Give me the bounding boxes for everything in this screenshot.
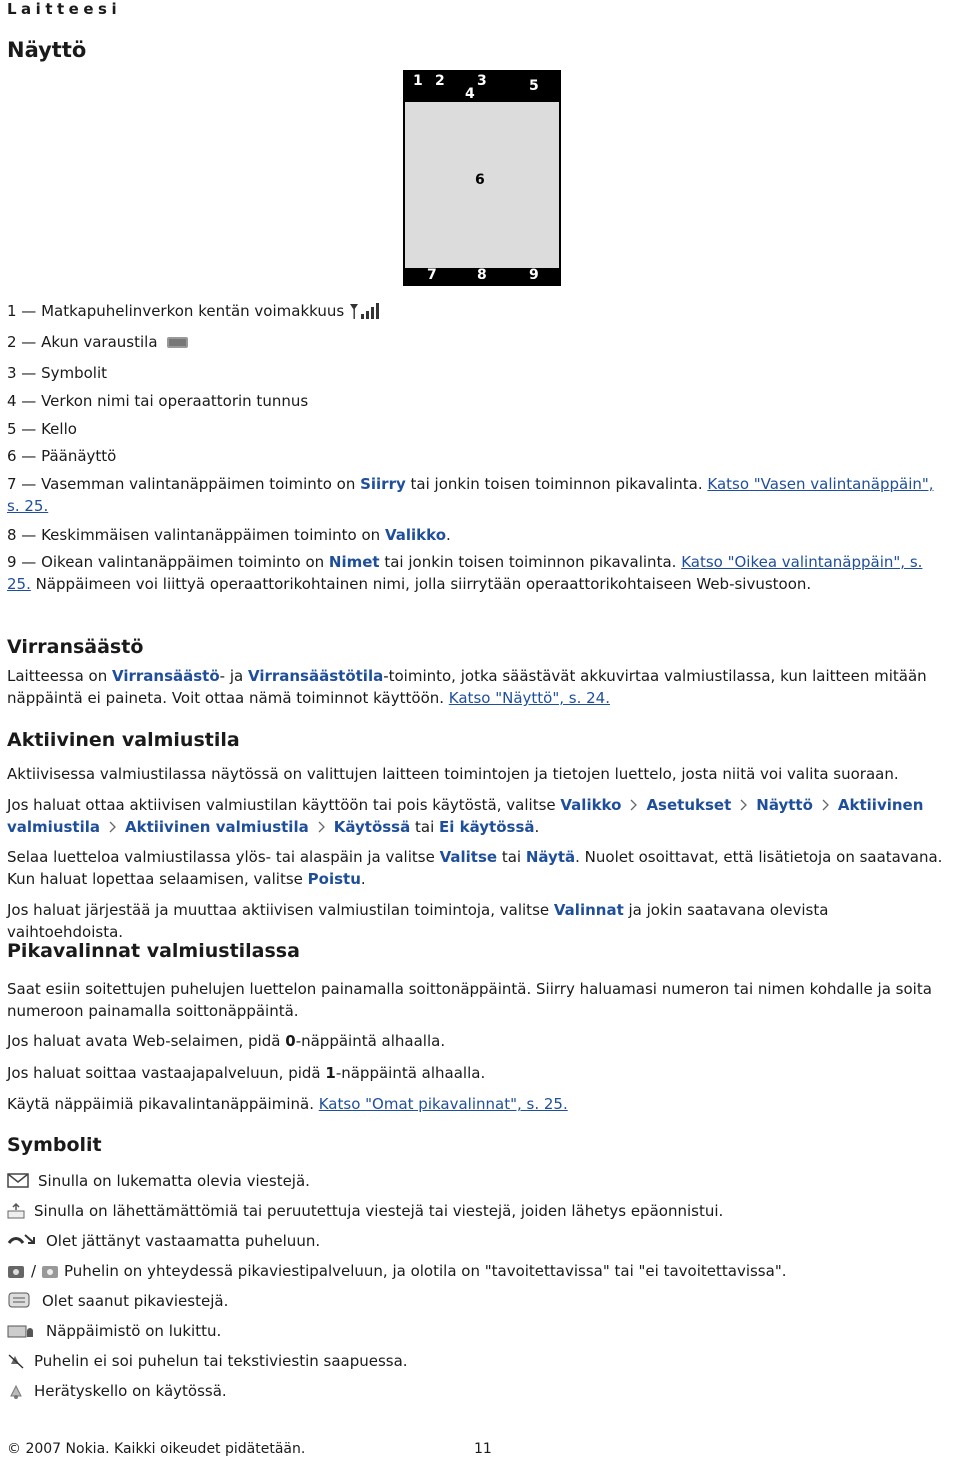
diagram-top-bar: [405, 72, 559, 102]
legend-item-2: 2 — Akun varaustila: [7, 331, 190, 353]
diagram-label-6: 6: [475, 172, 485, 188]
paragraph-aktiivinen-2: Jos haluat ottaa aktiivisen valmiustilan käyttöön tai pois käytöstä, valitse Valikko Asetukset Näyttö Aktiivinen valmiustila Aktiivinen valmiustila Käytössä tai Ei käytössä.: [7, 796, 924, 836]
chevron-right-icon: [821, 796, 830, 814]
legend-item-5: 5 — Kello: [7, 420, 77, 438]
link-vasen-valintanappain[interactable]: Katso "Vasen valintanäppäin", s. 25.: [7, 475, 934, 515]
legend-item-7: 7 — Vasemman valintanäppäimen toiminto on Siirry tai jonkin toisen toiminnon pikavalinta. Katso "Vasen valintanäppäin", s. 25.: [7, 475, 934, 515]
legend-item-3: 3 — Symbolit: [7, 364, 108, 382]
heading-virransaasto: Virransäästö: [7, 636, 144, 658]
paragraph-pikavalinnat-1: Saat esiin soitettujen puhelujen luettelon painamalla soittonäppäintä. Siirry haluamasi numeron tai nimen kohdalle ja soita numeroon painamalla soittonäppäintä.: [7, 980, 932, 1020]
diagram-label-7: 7: [427, 267, 437, 283]
heading-pikavalinnat: Pikavalinnat valmiustilassa: [7, 940, 300, 962]
paragraph-pikavalinnat-2: Jos haluat avata Web-selaimen, pidä 0-näppäintä alhaalla.: [7, 1032, 446, 1050]
ptt-connected-icon: [7, 1262, 29, 1280]
diagram-label-4: 4: [465, 86, 475, 102]
diagram-label-8: 8: [477, 267, 487, 283]
path-step: Aktiivinen valmiustila: [7, 796, 924, 836]
paragraph-pikavalinnat-3: Jos haluat soittaa vastaajapalveluun, pidä 1-näppäintä alhaalla.: [7, 1064, 486, 1082]
running-header: Laitteesi: [7, 0, 122, 18]
section-title: Näyttö: [7, 38, 87, 62]
legend-item-4: 4 — Verkon nimi tai operaattorin tunnus: [7, 392, 309, 410]
legend-item-9: 9 — Oikean valintanäppäimen toiminto on Nimet tai jonkin toisen toiminnon pikavalinta. Katso "Oikea valintanäppäin", s. 25. Näppäimeen voi liittyä operaattorikohtainen nimi, jolla siirrytään operaattorikohtaiseen Web-sivustoon.: [7, 553, 923, 593]
path-step: Käytössä: [333, 818, 411, 836]
paragraph-pikavalinnat-4: Käytä näppäimiä pikavalintanäppäiminä. Katso "Omat pikavalinnat", s. 25.: [7, 1095, 568, 1113]
display-diagram: [403, 70, 561, 286]
page-number: 11: [474, 1441, 492, 1457]
battery-icon: [166, 334, 190, 350]
path-step: Näyttö: [756, 796, 813, 814]
chevron-right-icon: [739, 796, 748, 814]
legend-item-1: 1 — Matkapuhelinverkon kentän voimakkuus: [7, 300, 381, 322]
footer-copyright: © 2007 Nokia. Kaikki oikeudet pidätetään.: [7, 1441, 306, 1457]
signal-strength-icon: [349, 301, 381, 321]
heading-aktiivinen-valmiustila: Aktiivinen valmiustila: [7, 729, 240, 751]
paragraph-aktiivinen-4: Jos haluat järjestää ja muuttaa aktiivisen valmiustilan toimintoja, valitse Valinnat ja jokin saatavana olevista vaihtoehdoista.: [7, 901, 829, 941]
heading-symbolit: Symbolit: [7, 1134, 102, 1156]
keypad-locked-icon: [7, 1321, 35, 1339]
chevron-right-icon: [108, 818, 117, 836]
diagram-label-5: 5: [529, 78, 539, 94]
link-omat-pikavalinnat[interactable]: Katso "Omat pikavalinnat", s. 25.: [318, 1095, 568, 1113]
path-step: Aktiivinen valmiustila: [125, 818, 309, 836]
diagram-label-1: 1: [413, 73, 423, 89]
silent-icon: [7, 1352, 27, 1370]
legend-item-6: 6 — Päänäyttö: [7, 447, 117, 465]
chevron-right-icon: [629, 796, 638, 814]
instant-message-icon: [7, 1291, 31, 1309]
diagram-bottom-bar: [405, 268, 559, 284]
alarm-clock-icon: [7, 1382, 27, 1400]
legend-item-8: 8 — Keskimmäisen valintanäppäimen toiminto on Valikko.: [7, 526, 451, 544]
chevron-right-icon: [317, 818, 326, 836]
ptt-unavailable-icon: [41, 1262, 61, 1280]
diagram-label-9: 9: [529, 267, 539, 283]
path-step: Valikko: [560, 796, 622, 814]
outbox-icon: [7, 1202, 27, 1220]
missed-call-icon: [7, 1231, 37, 1249]
paragraph-aktiivinen-3: Selaa luetteloa valmiustilassa ylös- tai alaspäin ja valitse Valitse tai Näytä. Nuolet osoittavat, että lisätietoja on saatavana. Kun haluat lopettaa selaamisen, valitse Poistu.: [7, 848, 943, 888]
paragraph-aktiivinen-1: Aktiivisessa valmiustilassa näytössä on valittujen laitteen toimintojen ja tietojen luettelo, josta niitä voi valita suoraan.: [7, 765, 899, 783]
diagram-label-3: 3: [477, 73, 487, 89]
envelope-icon: [7, 1172, 29, 1188]
paragraph-virransaasto: Laitteessa on Virransäästö- ja Virransäästötila-toiminto, jotka säästävät akkuvirtaa valmiustilassa, kun laitteen mitään näppäintä ei paineta. Voit ottaa nämä toiminnot käyttöön. Katso "Näyttö", s. 24.: [7, 667, 927, 707]
link-oikea-valintanappain[interactable]: Katso "Oikea valintanäppäin", s. 25.: [7, 553, 923, 593]
path-step: Asetukset: [646, 796, 732, 814]
diagram-label-2: 2: [435, 73, 445, 89]
link-naytto[interactable]: Katso "Näyttö", s. 24.: [448, 689, 610, 707]
